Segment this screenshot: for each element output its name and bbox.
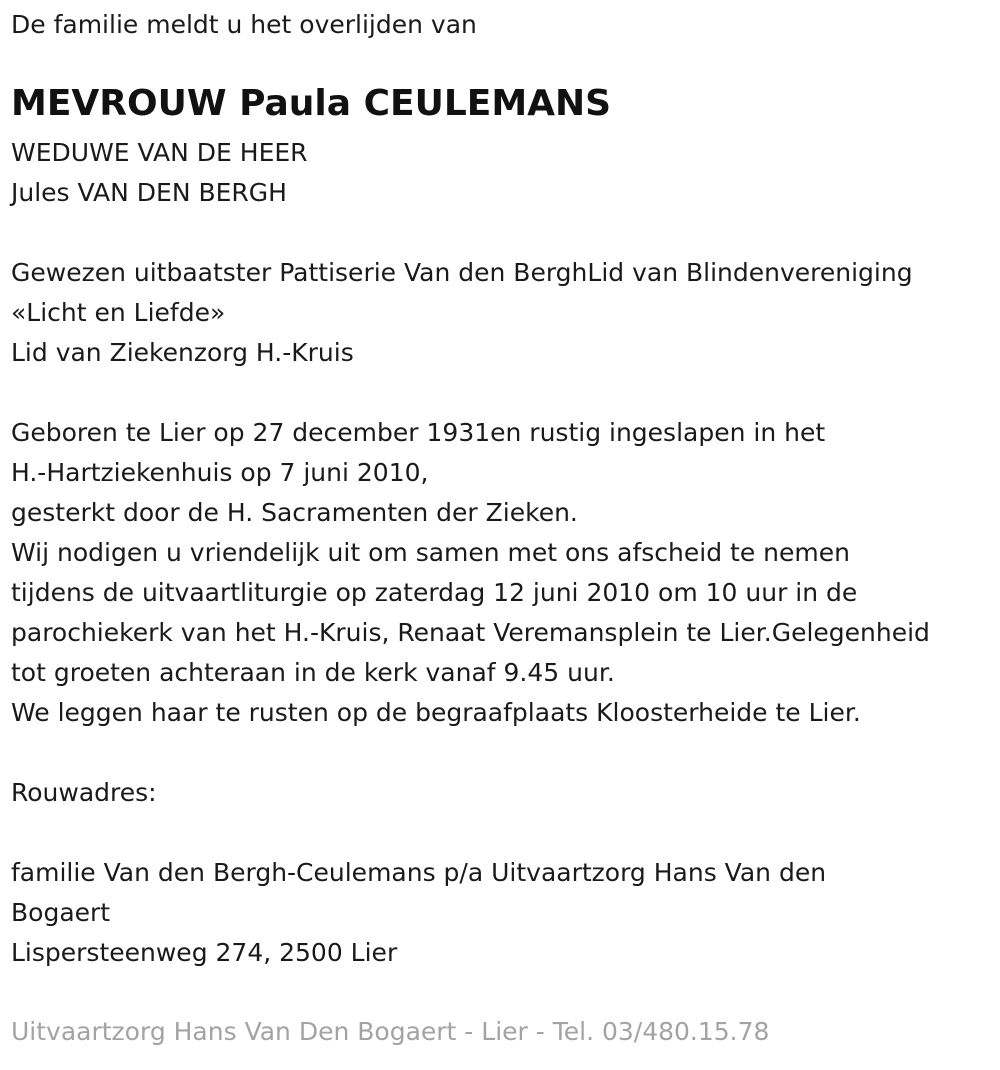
detail-line: Geboren te Lier op 27 december 1931en rustig ingeslapen in het	[11, 418, 826, 447]
detail-line: tot groeten achteraan in de kerk vanaf 9.45 uur.	[11, 658, 615, 687]
role-line: «Licht en Liefde»	[11, 298, 226, 327]
intro-text: De familie meldt u het overlijden van	[11, 10, 477, 39]
deceased-name: MEVROUW Paula CEULEMANS	[11, 83, 612, 124]
address-line: familie Van den Bergh-Ceulemans p/a Uitvaartzorg Hans Van den	[11, 858, 827, 887]
funeral-home-footer: Uitvaartzorg Hans Van Den Bogaert - Lier - Tel. 03/480.15.78	[11, 1017, 770, 1046]
address-line: Bogaert	[11, 898, 111, 927]
detail-line: parochiekerk van het H.-Kruis, Renaat Veremansplein te Lier.Gelegenheid	[11, 618, 930, 647]
detail-line: Wij nodigen u vriendelijk uit om samen met ons afscheid te nemen	[11, 538, 850, 567]
detail-line: We leggen haar te rusten op de begraafplaats Kloosterheide te Lier.	[11, 698, 861, 727]
address-line: Lispersteenweg 274, 2500 Lier	[11, 938, 398, 967]
widow-line: WEDUWE VAN DE HEER	[11, 138, 308, 167]
address-label: Rouwadres:	[11, 778, 157, 807]
detail-line: tijdens de uitvaartliturgie op zaterdag 12 juni 2010 om 10 uur in de	[11, 578, 858, 607]
role-line: Gewezen uitbaatster Pattiserie Van den BerghLid van Blindenvereniging	[11, 258, 913, 287]
detail-line: gesterkt door de H. Sacramenten der Zieken.	[11, 498, 578, 527]
role-line: Lid van Ziekenzorg H.-Kruis	[11, 338, 354, 367]
detail-line: H.-Hartziekenhuis op 7 juni 2010,	[11, 458, 429, 487]
husband-name: Jules VAN DEN BERGH	[11, 178, 287, 207]
